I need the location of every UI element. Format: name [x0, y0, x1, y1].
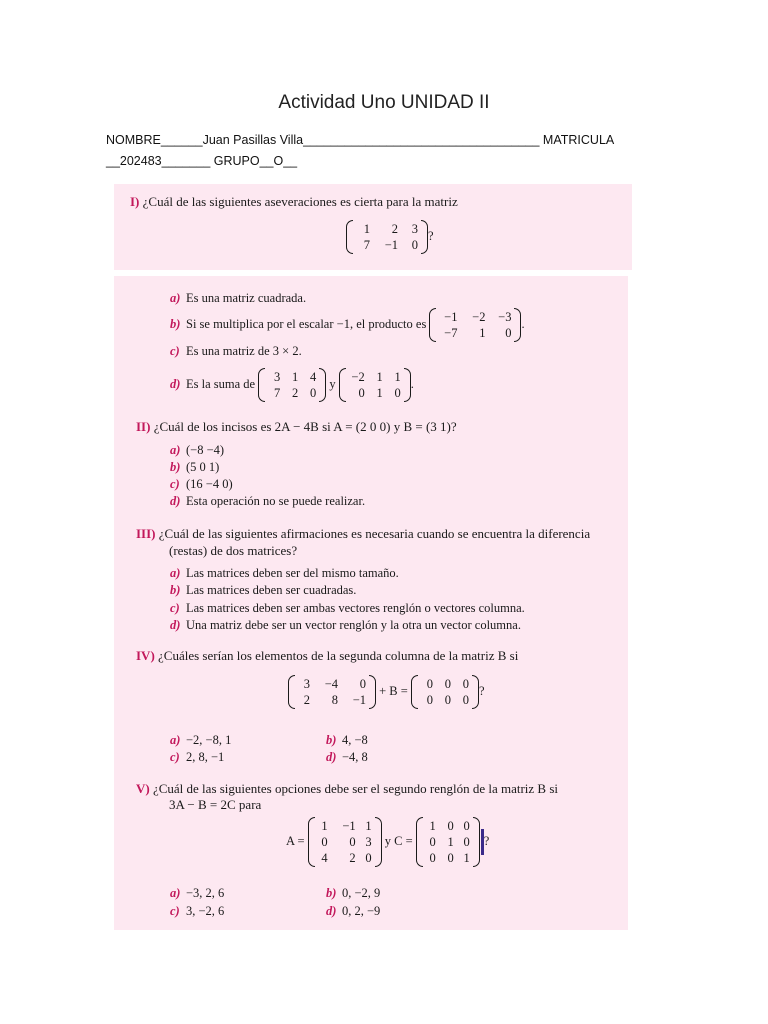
question-5-text: V) ¿Cuál de las siguientes opciones debe ser el segundo renglón de la matriz B si [136, 781, 559, 796]
q4-option-c[interactable]: c) 2, 8, −1 [170, 750, 225, 764]
q1-option-b[interactable]: b) Si se multiplica por el escalar −1, el producto es −1 −2 −3 −7 1 0 . [170, 310, 525, 340]
question-1-text [130, 194, 458, 210]
question-2-text: II) ¿Cuál de los incisos es 2A − 4B si A = (2 0 0) y B = (3 1)? [136, 419, 457, 434]
q3-option-b[interactable]: b) Las matrices deben ser cuadradas. [170, 583, 357, 597]
name-line: NOMBRE______Juan Pasillas Villa__________________________________ MATRICULA [106, 133, 615, 147]
q5-option-a[interactable]: a) −3, 2, 6 [170, 886, 225, 900]
q4-option-b[interactable]: b) 4, −8 [326, 733, 368, 747]
q1-option-d-matrix-2: −2 1 1 0 1 0 [339, 368, 411, 402]
question-1-prompt: ¿Cuál de las siguientes aseveraciones es cierta para la matriz [142, 194, 458, 209]
question-1-number: I) [130, 194, 140, 209]
q4-matrix-2: 0 0 0 0 0 0 [411, 675, 479, 709]
question-4-text: IV) ¿Cuáles serían los elementos de la segunda columna de la matriz B si [136, 648, 519, 663]
question-3-text: III) ¿Cuál de las siguientes afirmaciones es necesaria cuando se encuentra la diferencia [136, 526, 591, 541]
question-5-equation: A = 1 −1 1 0 0 3 4 2 0 y C = 1 0 0 0 1 0 0 0 1 ? [286, 819, 490, 865]
q3-option-a[interactable]: a) Las matrices deben ser del mismo tamaño. [170, 566, 399, 580]
question-3-text-line2: (restas) de dos matrices? [169, 543, 298, 558]
q3-option-c[interactable]: c) Las matrices deben ser ambas vectores renglón o vectores columna. [170, 601, 525, 615]
q2-option-b[interactable]: b) (5 0 1) [170, 460, 220, 474]
q4-matrix-1: 3 −4 0 2 8 −1 [288, 675, 376, 709]
document-title: Actividad Uno UNIDAD II [278, 92, 490, 113]
q5-option-c[interactable]: c) 3, −2, 6 [170, 904, 225, 918]
questions-panel [114, 276, 628, 930]
q5-matrix-c: 1 0 0 0 1 0 0 0 1 [416, 817, 480, 867]
student-info [106, 130, 646, 172]
question-5-text-line2: 3A − B = 2C para [169, 797, 262, 812]
q2-option-a[interactable]: a) (−8 −4) [170, 443, 225, 457]
q5-matrix-a: 1 −1 1 0 0 3 4 2 0 [308, 817, 382, 867]
q5-option-b[interactable]: b) 0, −2, 9 [326, 886, 381, 900]
question-4-equation: 3 −4 0 2 8 −1 + B = 0 0 0 0 0 0 ? [288, 675, 485, 709]
q1-option-d-matrix-1: 3 1 4 7 2 0 [258, 368, 326, 402]
q4-option-a[interactable]: a) −2, −8, 1 [170, 733, 232, 747]
q4-option-d[interactable]: d) −4, 8 [326, 750, 368, 764]
q2-option-c[interactable]: c) (16 −4 0) [170, 477, 233, 491]
q2-option-d[interactable]: d) Esta operación no se puede realizar. [170, 494, 366, 508]
question-1-matrix: 1 2 3 7 −1 0 [346, 220, 428, 254]
q1-option-d[interactable]: d) Es la suma de 3 1 4 7 2 0 y −2 1 1 0 1 0 . [170, 370, 414, 400]
q3-option-d[interactable]: d) Una matriz debe ser un vector renglón y la otra un vector columna. [170, 618, 521, 632]
q5-option-d[interactable]: d) 0, 2, −9 [326, 904, 381, 918]
question-1-matrix-expression: 1 2 3 7 −1 0 ? [346, 220, 434, 254]
id-group-line: __202483_______ GRUPO__O__ [106, 154, 298, 168]
question-1-panel [114, 184, 632, 270]
q1-option-a[interactable]: a) Es una matriz cuadrada. [170, 291, 307, 305]
q1-option-c[interactable]: c) Es una matriz de 3 × 2. [170, 344, 302, 358]
q1-option-b-matrix: −1 −2 −3 −7 1 0 [429, 308, 521, 342]
